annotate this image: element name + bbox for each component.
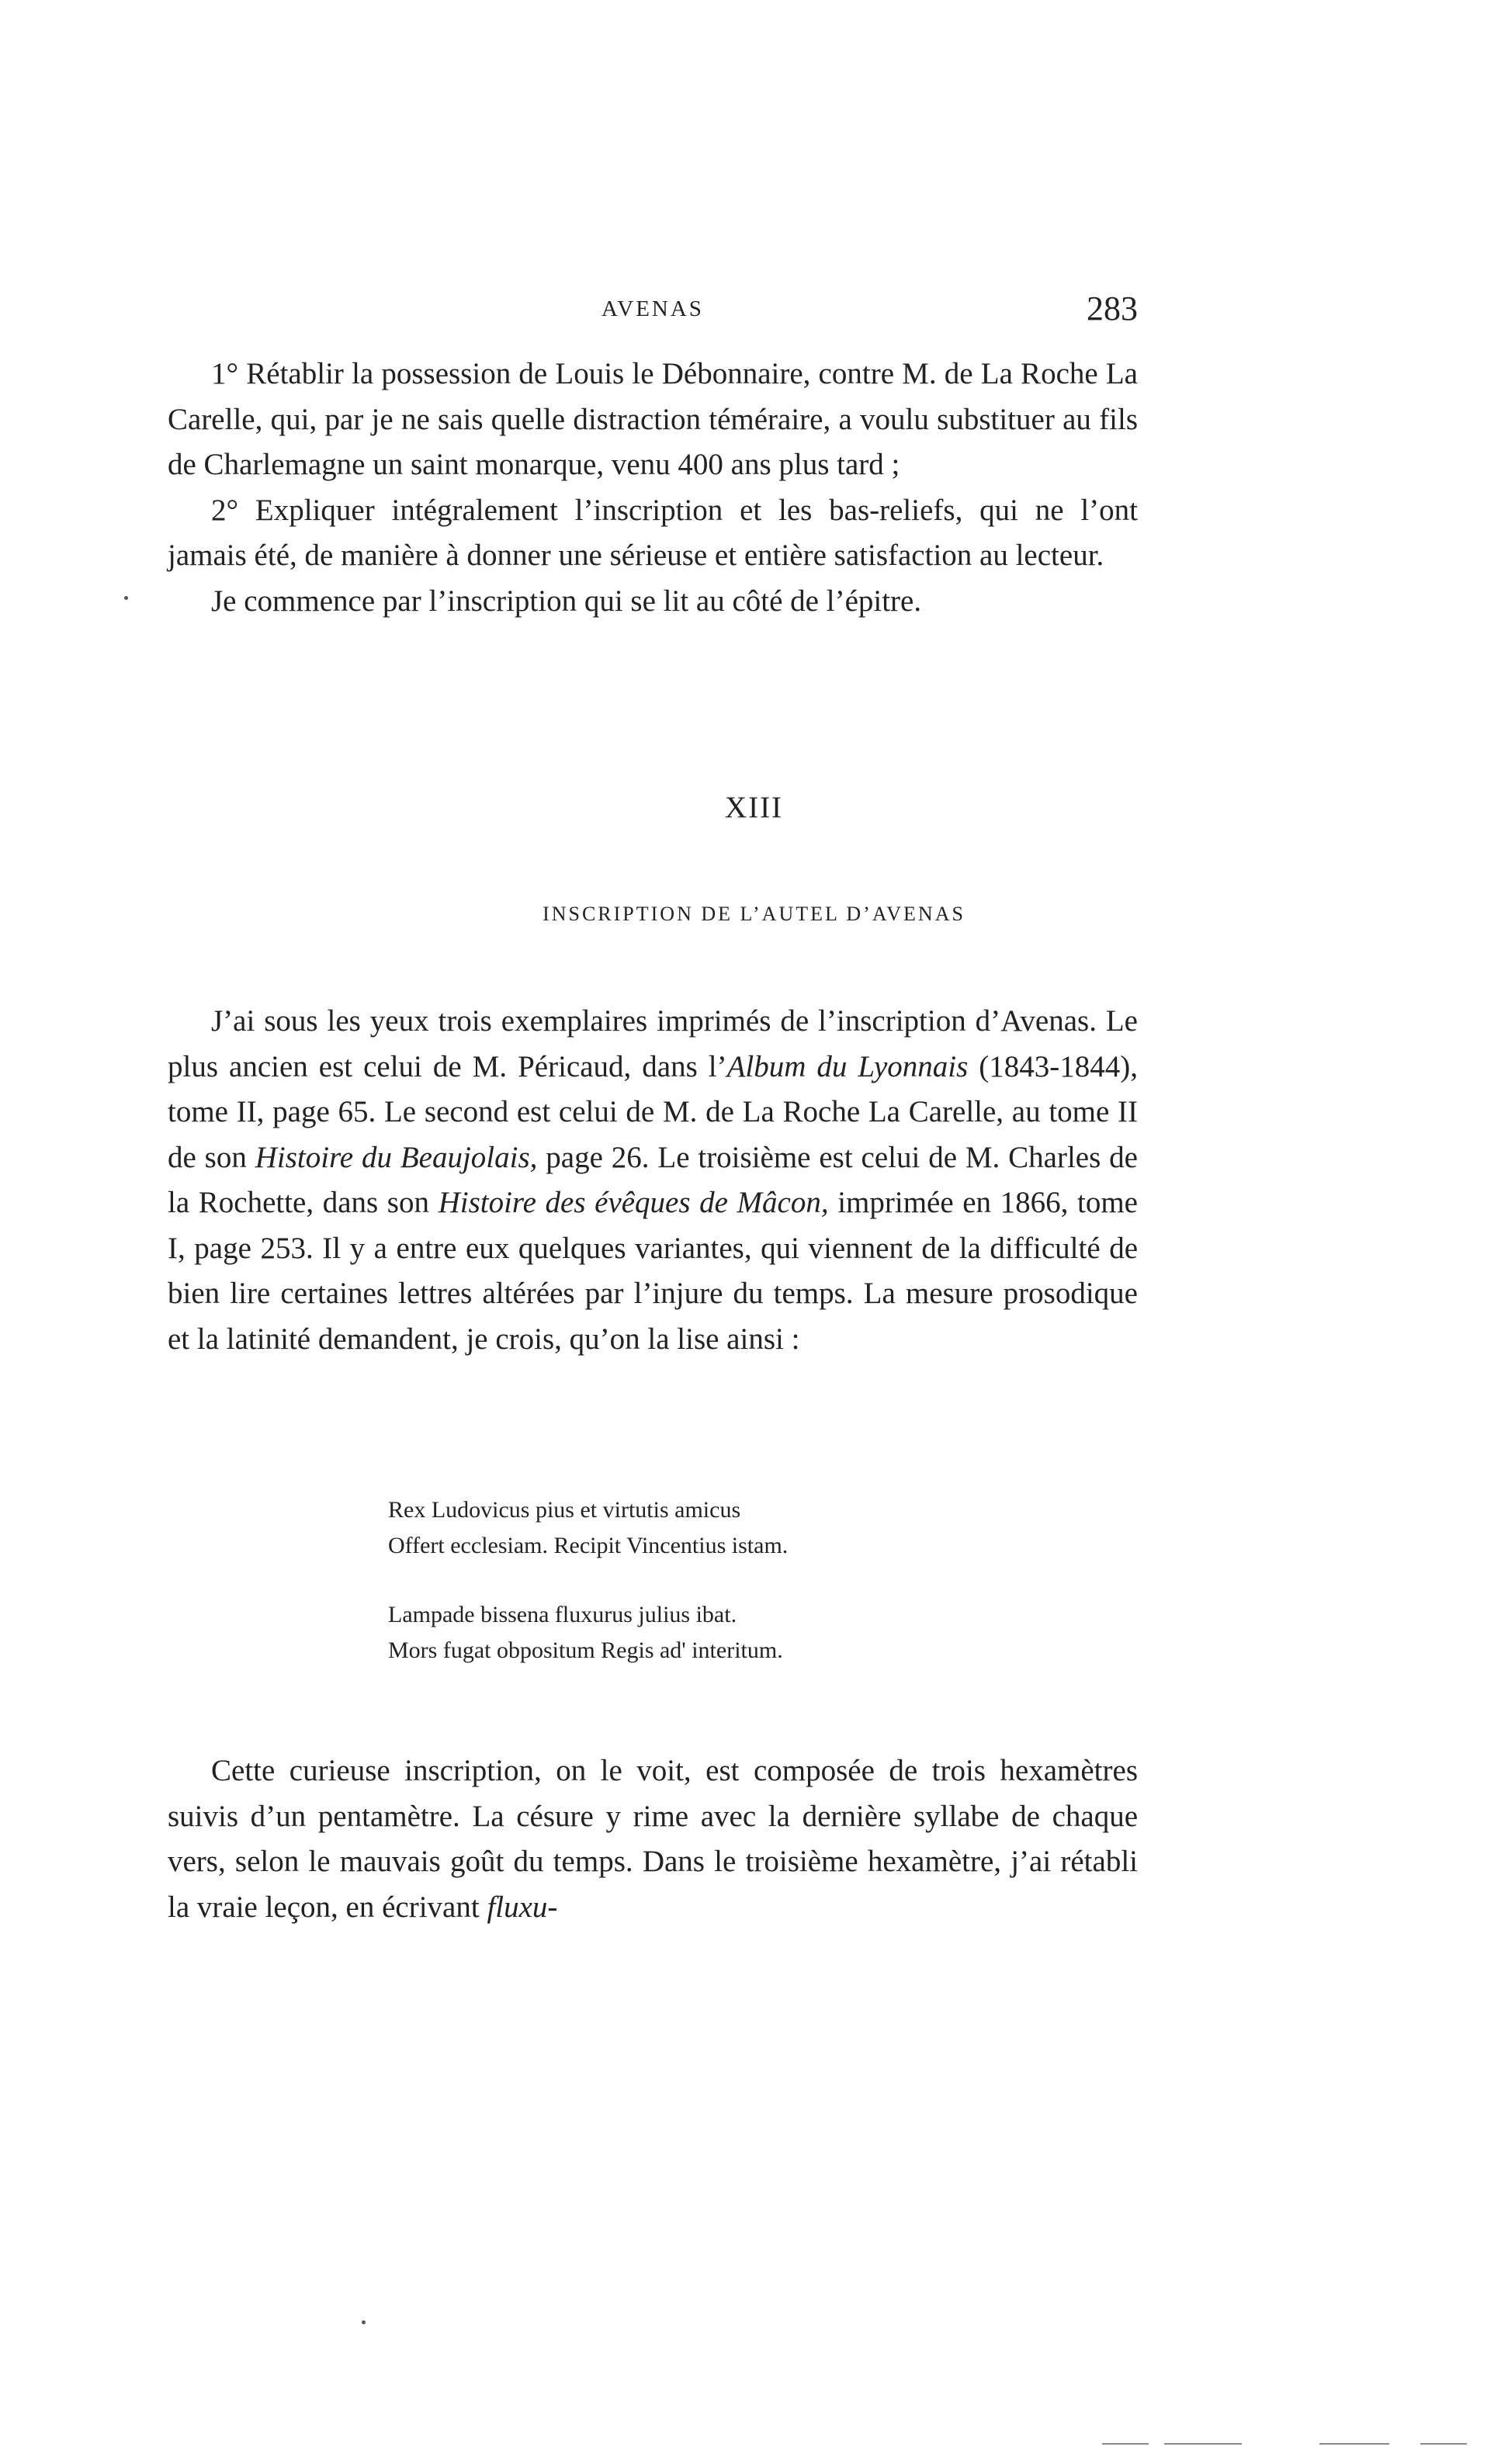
running-title: AVENAS [601, 296, 704, 321]
scan-rule [1164, 2443, 1242, 2445]
paragraph: 1° Rétablir la possession de Louis le Débonnaire, contre M. de La Roche La Carelle, qui, par je ne sais quelle distraction téméraire, a voulu substituer au fils de Charlemagne un saint monarque, venu 400 ans plus tard ; [168, 357, 1138, 481]
text-run: page 26. Le troisième est celui de M. Charles de la Rochette, dans son [168, 1140, 1138, 1219]
intro-text [168, 352, 1138, 624]
book-title: Histoire des évêques de Mâcon, [438, 1186, 829, 1219]
paragraph: Je commence par l’inscription qui se lit au côté de l’épitre. [211, 584, 922, 618]
italic-word: fluxu- [487, 1890, 558, 1924]
book-title: Histoire du Beaujolais, [255, 1140, 538, 1174]
inscription-stanza-1 [388, 1492, 1087, 1564]
verse-line: Rex Ludovicus pius et virtutis amicus [388, 1497, 741, 1523]
verse-line: Offert ecclesiam. Recipit Vincentius istam. [388, 1533, 789, 1558]
scan-rule [1102, 2443, 1149, 2445]
text-run: imprimée en 1866, tome I, page 253. Il y a entre eux quelques variantes, qui viennent de la difficulté de bien lire certaines lettres altérées par l’injure du temps. La mesure prosodique et la latinité demandent, je crois, qu’on la lise ainsi : [168, 1186, 1138, 1356]
text-run: Cette curieuse inscription, on le voit, est composée de trois hexamètres suivis d’un pentamètre. La césure y rime avec la dernière syllabe de chaque vers, selon le mauvais goût du temps. Dans le troisième hexamètre, j’ai rétabli la vraie leçon, en écrivant [168, 1754, 1138, 1924]
scan-speck [124, 596, 128, 600]
scan-rule [1420, 2443, 1467, 2445]
verse-line: Mors fugat obpositum Regis ad' interitum. [388, 1637, 783, 1663]
inscription-stanza-2 [388, 1597, 1087, 1669]
paragraph [168, 999, 1138, 1362]
scan-speck [362, 2320, 366, 2324]
body-text-1 [168, 999, 1138, 1362]
section-number: XIII [724, 791, 784, 824]
page-number: 283 [1087, 289, 1138, 327]
paragraph: 2° Expliquer intégralement l’inscription et les bas-reliefs, qui ne l’ont jamais été, de manière à donner une sérieuse et entière satisfaction au lecteur. [168, 493, 1138, 572]
body-text-2 [168, 1748, 1138, 1930]
running-head [168, 289, 1138, 335]
section-title: INSCRIPTION DE L’AUTEL D’AVENAS [543, 903, 965, 925]
text-run: (1843-1844), tome II, page 65. Le second est celui de M. de La Roche La Carelle, au tome II de son [168, 1049, 1138, 1174]
scan-rule [1319, 2443, 1389, 2445]
paragraph [168, 1748, 1138, 1930]
book-title: Album du Lyonnais [726, 1049, 969, 1083]
verse-line: Lampade bissena fluxurus julius ibat. [388, 1602, 737, 1627]
text-run: J’ai sous les yeux trois exemplaires imprimés de l’inscription d’Avenas. Le plus ancien est celui de M. Péricaud, dans l’ [168, 1004, 1138, 1083]
